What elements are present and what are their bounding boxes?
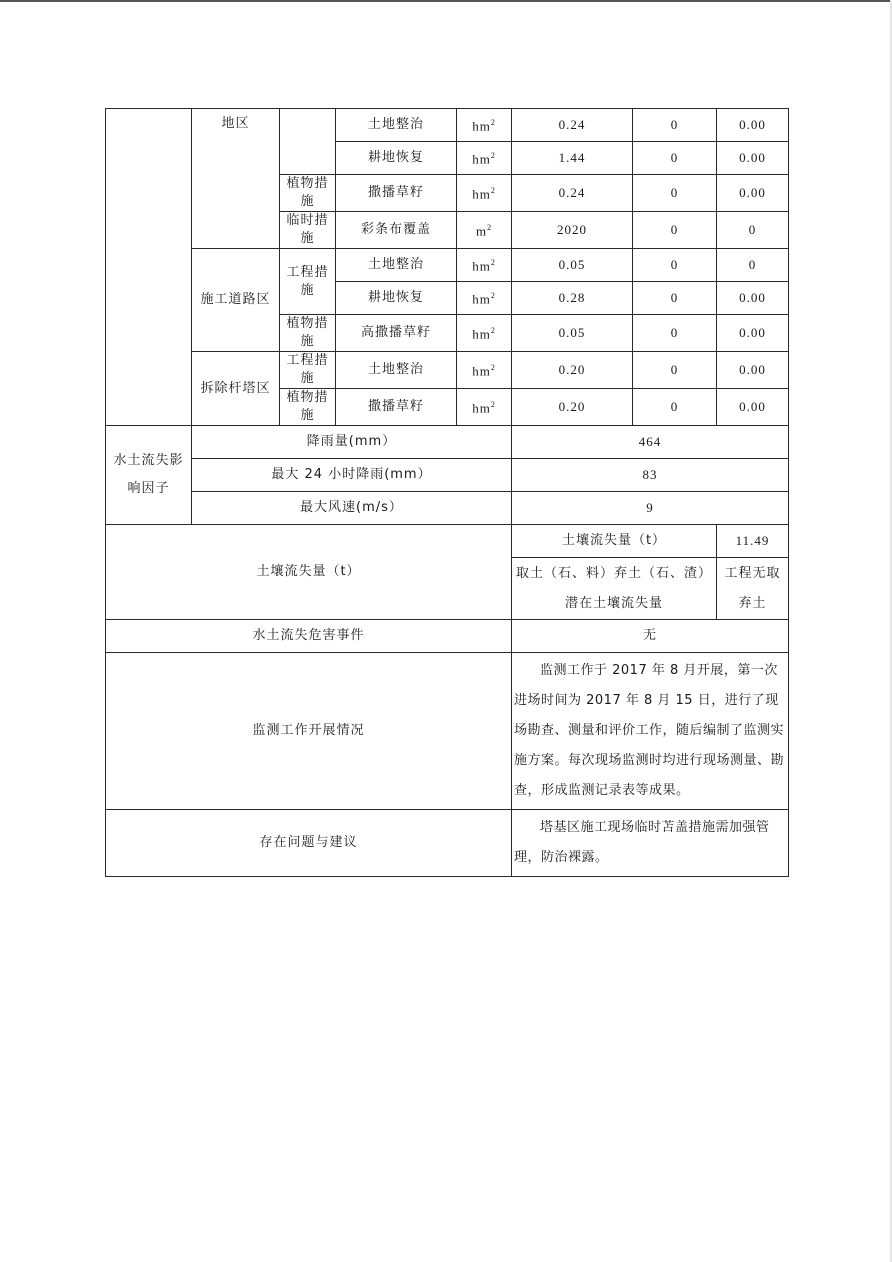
region-cell: 施工道路区 (192, 249, 280, 352)
unit-cell: $hm^2$ (457, 175, 512, 212)
max24-rainfall-value: 83 (512, 459, 789, 492)
table-row (106, 109, 789, 142)
unit-cell: $hm^2$ (457, 142, 512, 175)
unit-cell: $hm^2$ (457, 249, 512, 282)
completed-value-cell: 0 (633, 249, 717, 282)
monitoring-report-table (105, 108, 789, 877)
category-cell: 植物措施 (280, 389, 336, 426)
item-cell: 高撒播草籽 (336, 315, 457, 352)
soil-loss-amount-value: 11.49 (717, 525, 789, 558)
item-cell: 土地整治 (336, 109, 457, 142)
completed-value-cell: 0 (633, 109, 717, 142)
section-blank-cell (106, 109, 192, 426)
design-value-cell: 0.24 (512, 109, 633, 142)
item-cell: 耕地恢复 (336, 142, 457, 175)
category-cell: 临时措施 (280, 212, 336, 249)
rate-value-cell: 0 (717, 249, 789, 282)
monitoring-text: 监测工作于 2017 年 8 月开展，第一次进场时间为 2017 年 8 月 15 日，进行了现场勘查、测量和评价工作，随后编制了监测实施方案。每次现场监测时均进行现场测量、勘查，形成监测记录表等成果。 (512, 653, 789, 810)
rainfall-value: 464 (512, 426, 789, 459)
factors-label: 水土流失影响因子 (106, 426, 192, 525)
design-value-cell: 0.24 (512, 175, 633, 212)
rate-value-cell: 0.00 (717, 282, 789, 315)
unit-cell: $hm^2$ (457, 389, 512, 426)
completed-value-cell: 0 (633, 352, 717, 389)
design-value-cell: 2020 (512, 212, 633, 249)
category-cell: 工程措施 (280, 352, 336, 389)
hazard-value: 无 (512, 620, 789, 653)
table-row (106, 620, 789, 653)
rate-value-cell: 0.00 (717, 142, 789, 175)
max-wind-label: 最大风速(m/s） (192, 492, 512, 525)
table-row (106, 653, 789, 810)
unit-cell: $hm^2$ (457, 282, 512, 315)
completed-value-cell: 0 (633, 175, 717, 212)
unit-cell: $hm^2$ (457, 315, 512, 352)
design-value-cell: 0.05 (512, 315, 633, 352)
potential-soil-loss-value: 工程无取弃土 (717, 558, 789, 620)
table-row (106, 525, 789, 558)
hazard-label: 水土流失危害事件 (106, 620, 512, 653)
item-cell: 土地整治 (336, 352, 457, 389)
category-cell: 植物措施 (280, 315, 336, 352)
region-cell: 拆除杆塔区 (192, 352, 280, 426)
rate-value-cell: 0 (717, 212, 789, 249)
soil-loss-amount-label: 土壤流失量（t） (512, 525, 717, 558)
rate-value-cell: 0.00 (717, 389, 789, 426)
design-value-cell: 0.05 (512, 249, 633, 282)
page-top-border (0, 0, 892, 2)
design-value-cell: 0.20 (512, 389, 633, 426)
rainfall-label: 降雨量(mm） (192, 426, 512, 459)
table-row (106, 459, 789, 492)
design-value-cell: 0.20 (512, 352, 633, 389)
table-row (106, 249, 789, 282)
table-row (106, 352, 789, 389)
unit-cell: $hm^2$ (457, 352, 512, 389)
rate-value-cell: 0.00 (717, 109, 789, 142)
completed-value-cell: 0 (633, 389, 717, 426)
soil-loss-label: 土壤流失量（t） (106, 525, 512, 620)
item-cell: 撒播草籽 (336, 389, 457, 426)
unit-cell: $hm^2$ (457, 109, 512, 142)
category-cell: 植物措施 (280, 175, 336, 212)
table-row (106, 426, 789, 459)
completed-value-cell: 0 (633, 282, 717, 315)
item-cell: 土地整治 (336, 249, 457, 282)
issues-label: 存在问题与建议 (106, 810, 512, 877)
item-cell: 耕地恢复 (336, 282, 457, 315)
design-value-cell: 0.28 (512, 282, 633, 315)
max24-rainfall-label: 最大 24 小时降雨(mm） (192, 459, 512, 492)
max-wind-value: 9 (512, 492, 789, 525)
region-cell: 地区 (192, 109, 280, 249)
rate-value-cell: 0.00 (717, 352, 789, 389)
completed-value-cell: 0 (633, 315, 717, 352)
item-cell: 彩条布覆盖 (336, 212, 457, 249)
table-row (106, 810, 789, 877)
item-cell: 撒播草籽 (336, 175, 457, 212)
unit-cell: $m^2$ (457, 212, 512, 249)
category-cell (280, 109, 336, 175)
category-cell: 工程措施 (280, 249, 336, 315)
issues-text: 塔基区施工现场临时苫盖措施需加强管理，防治裸露。 (512, 810, 789, 877)
rate-value-cell: 0.00 (717, 175, 789, 212)
completed-value-cell: 0 (633, 212, 717, 249)
design-value-cell: 1.44 (512, 142, 633, 175)
rate-value-cell: 0.00 (717, 315, 789, 352)
table-row (106, 492, 789, 525)
monitoring-label: 监测工作开展情况 (106, 653, 512, 810)
completed-value-cell: 0 (633, 142, 717, 175)
potential-soil-loss-label: 取土（石、料）弃土（石、渣）潜在土壤流失量 (512, 558, 717, 620)
